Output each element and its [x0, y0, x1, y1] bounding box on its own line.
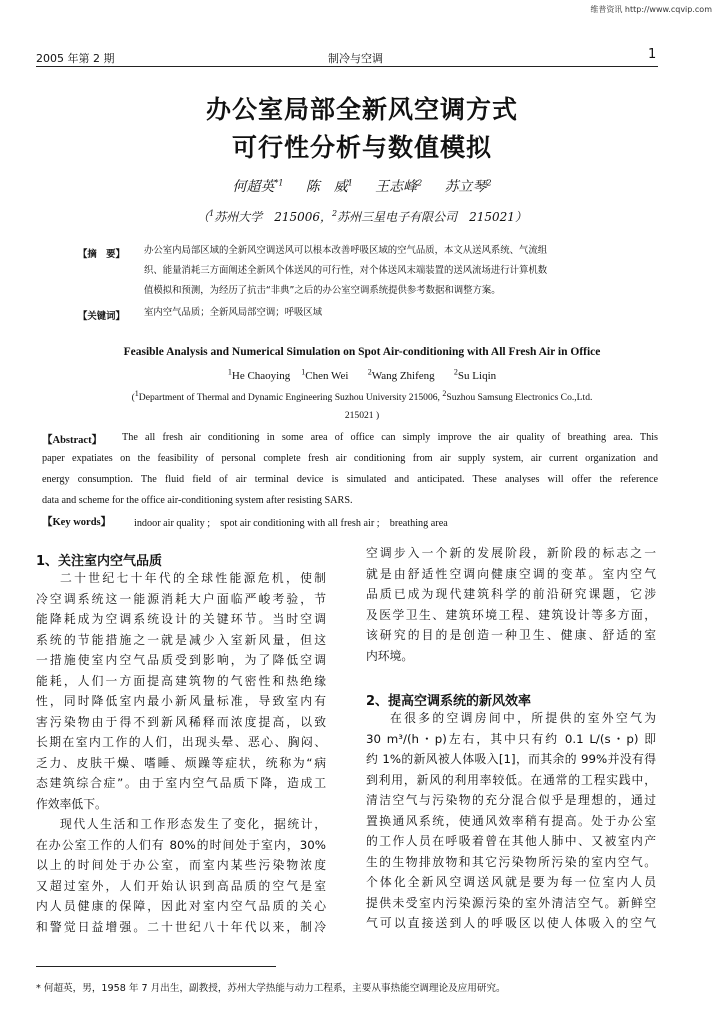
- body-line: 作效率低下。: [36, 796, 107, 811]
- affil-open: （: [197, 210, 210, 224]
- keywords-cn: 室内空气品质；全新风局部空调；呼吸区域: [144, 307, 323, 318]
- body-line: 系统的节能措施之一就是减少入室新风量，但这: [36, 632, 326, 647]
- journal-name: 制冷与空调: [328, 52, 383, 65]
- abstract-en-line: energy consumption. The fluid field of air terminal device is simulated and anticipated. These analyses will offer the reference: [42, 474, 658, 485]
- body-line: 态建筑综合症”。由于室内空气品质下降，造成工: [36, 776, 326, 790]
- en-author-name: Su Liqin: [457, 370, 497, 382]
- page-number: 1: [648, 47, 657, 62]
- right-column-top: [366, 543, 656, 666]
- body-line: 的工作人员在呼吸着曾在其他人肺中、又被室内产: [366, 834, 656, 848]
- body-line: 内人员健康的保障，因此对室内空气品质的关心: [36, 899, 326, 913]
- abstract-cn-line: 值模拟和预测，为经历了抗击“非典”之后的办公室空调系统提供参考数据和调整方案。: [144, 285, 501, 296]
- abstract-en-label: 【Abstract】: [42, 435, 103, 446]
- body-line: 乏力、皮肤干燥、嗜睡、烦躁等症状，统称为“病: [36, 755, 326, 770]
- english-authors: [0, 367, 724, 382]
- body-line: 冷空调系统这一能源消耗大户面临严峻考验，节: [36, 591, 326, 606]
- keywords-en-label: 【Key words】: [42, 517, 112, 528]
- abstract-cn-label: 【摘 要】: [78, 249, 125, 260]
- en-affil-2: Suzhou Samsung Electronics Co.,Ltd.: [446, 392, 593, 403]
- en-author-mark: 1: [301, 367, 306, 377]
- en-author-name: Wang Zhifeng: [371, 370, 435, 382]
- body-line: 提供未受室内污染源污染的室外清洁空气。新鲜空: [366, 895, 656, 910]
- body-line: 个体化全新风空调送风就是要为每一位室内人员: [366, 875, 656, 889]
- body-line: 害污染物由于得不到新风稀释而浓度提高，以致: [36, 714, 326, 729]
- author-list: [0, 176, 724, 196]
- body-line: 一措施使室内空气品质受到影响，为了降低空调: [36, 653, 326, 667]
- body-line: 内环境。: [366, 648, 414, 663]
- author-mark: *1: [274, 178, 284, 188]
- body-line: 长期在室内工作的人们，出现头晕、恶心、胸闷、: [36, 735, 326, 749]
- en-affil-open: (: [131, 392, 135, 403]
- author-name: 陈 威: [305, 179, 348, 195]
- en-affil-1: Department of Thermal and Dynamic Engineering Suzhou University 215006,: [138, 392, 440, 403]
- en-author-name: He Chaoying: [231, 370, 291, 382]
- affiliations: [0, 208, 724, 225]
- en-author-mark: 2: [453, 367, 458, 377]
- body-line: 在很多的空调房间中，所提供的室外空气为: [390, 711, 656, 725]
- abstract-en-line: paper expatiates on the feasibility of personal complete fresh air conditioning from air supply system, air current organization and: [42, 453, 658, 464]
- watermark-text: 维普资讯 http://www.cqvip.com: [590, 5, 712, 14]
- body-line: 在办公室工作的人们有 80%的时间处于室内，30%: [36, 837, 326, 852]
- body-line: 以上的时间处于办公室，而室内某些污染物浓度: [36, 858, 326, 872]
- keywords-en: indoor air quality ; spot air conditioning with all fresh air ; breathing area: [134, 518, 448, 529]
- body-line: 清洁空气与污染物的充分混合似乎是理想的，通过: [366, 793, 656, 807]
- footnote-rule: [36, 966, 276, 967]
- body-line: 能降耗成为空调系统设计的关键环节。当时空调: [36, 612, 326, 626]
- body-line: 气可以直接送到人的呼吸区以使人体吸入的空气: [366, 916, 656, 930]
- header-rule: [36, 66, 658, 67]
- en-affil-mark: 2: [442, 388, 447, 398]
- affil-mark: 2: [332, 209, 338, 218]
- affil-mark: 1: [209, 209, 215, 218]
- abstract-cn-line: 办公室内局部区域的全新风空调送风可以根本改善呼吸区域的空气品质，本文从送风系统、气流组: [144, 245, 548, 256]
- en-author-mark: 1: [227, 367, 232, 377]
- author-name: 何超英: [232, 179, 275, 195]
- abstract-en-line: The all fresh air conditioning in some area of office can simply improve the air quality of breathing area. This: [122, 432, 658, 443]
- footnote: * 何超英，男，1958 年 7 月出生，副教授，苏州大学热能与动力工程系，主要从事热能空调理论及应用研究。: [36, 983, 506, 994]
- section1-body: [36, 568, 326, 937]
- author-name: 王志峰: [375, 179, 418, 195]
- en-affil-mark: 1: [134, 388, 139, 398]
- author-mark: 2: [417, 178, 423, 188]
- body-line: 生的生物排放物和其它污染物所污染的室内空气。: [366, 854, 656, 869]
- section1-heading: 1、关注室内空气品质: [36, 554, 163, 569]
- body-line: 该研究的目的是创造一种卫生、健康、舒适的室: [366, 628, 656, 642]
- affil-close: ）: [514, 210, 527, 224]
- body-line: 及医学卫生、建筑环境工程、建筑设计等多方面，: [366, 607, 656, 622]
- body-line: 又超过室外，人们开始认识到高品质的空气是室: [36, 878, 326, 893]
- abstract-en-line: data and scheme for the office air-conditioning system after resisting SARS.: [42, 495, 353, 506]
- paper-title-line2: 可行性分析与数值模拟: [231, 133, 492, 162]
- section2-heading: 2、提高空调系统的新风效率: [366, 694, 532, 709]
- keywords-cn-label: 【关键词】: [78, 311, 125, 322]
- body-line: 能耗，人们一方面提高建筑物的气密性和热绝缘: [36, 673, 326, 688]
- affil-1: 苏州大学 215006，: [214, 210, 332, 224]
- body-line: 空调步入一个新的发展阶段，新阶段的标志之一: [366, 546, 656, 560]
- english-affiliation-zip: 215021 ): [344, 410, 380, 421]
- body-line: 性，同时降低室内最小新风量标准，导致室内有: [36, 694, 326, 708]
- author-name: 苏立琴: [444, 179, 487, 195]
- abstract-cn-line: 织、能量消耗三方面阐述全新风个体送风的可行性，对个体送风末端装置的送风流场进行计算机数: [144, 265, 548, 276]
- body-line: 到利用，新风的利用率较低。在通常的工程实践中，: [366, 772, 656, 787]
- author-mark: 1: [347, 178, 353, 188]
- issue-label: 2005 年第 2 期: [36, 52, 115, 65]
- section2-body: [366, 708, 656, 934]
- body-line: 就是由舒适性空调向健康空调的变革。室内空气: [366, 566, 656, 581]
- paper-title-line1: 办公室局部全新风空调方式: [205, 95, 518, 124]
- english-title: Feasible Analysis and Numerical Simulation on Spot Air-conditioning with All Fresh Air in Office: [123, 346, 601, 358]
- body-line: 品质已成为现代建筑科学的前沿研究课题，它涉: [366, 587, 656, 601]
- body-line: 和警觉日益增强。二十世纪八十年代以来，制冷: [36, 919, 326, 934]
- body-line: 30 m³/(h・p)左右，其中只有约 0.1 L/(s・p) 即: [366, 731, 656, 746]
- body-line: 置换通风系统，使通风效率稍有提高。处于办公室: [366, 813, 656, 828]
- abstract-cn: [144, 241, 658, 301]
- english-affiliation: [0, 388, 724, 403]
- affil-2: 苏州三星电子有限公司 215021: [337, 210, 515, 224]
- author-mark: 2: [486, 178, 492, 188]
- body-line: 约 1%的新风被人体吸入[1]，而其余的 99%并没有得: [366, 752, 656, 766]
- en-author-mark: 2: [367, 367, 372, 377]
- body-line: 二十世纪七十年代的全球性能源危机，使制: [60, 571, 326, 585]
- body-line: 现代人生活和工作形态发生了变化，据统计，: [60, 817, 326, 831]
- en-author-name: Chen Wei: [305, 370, 349, 382]
